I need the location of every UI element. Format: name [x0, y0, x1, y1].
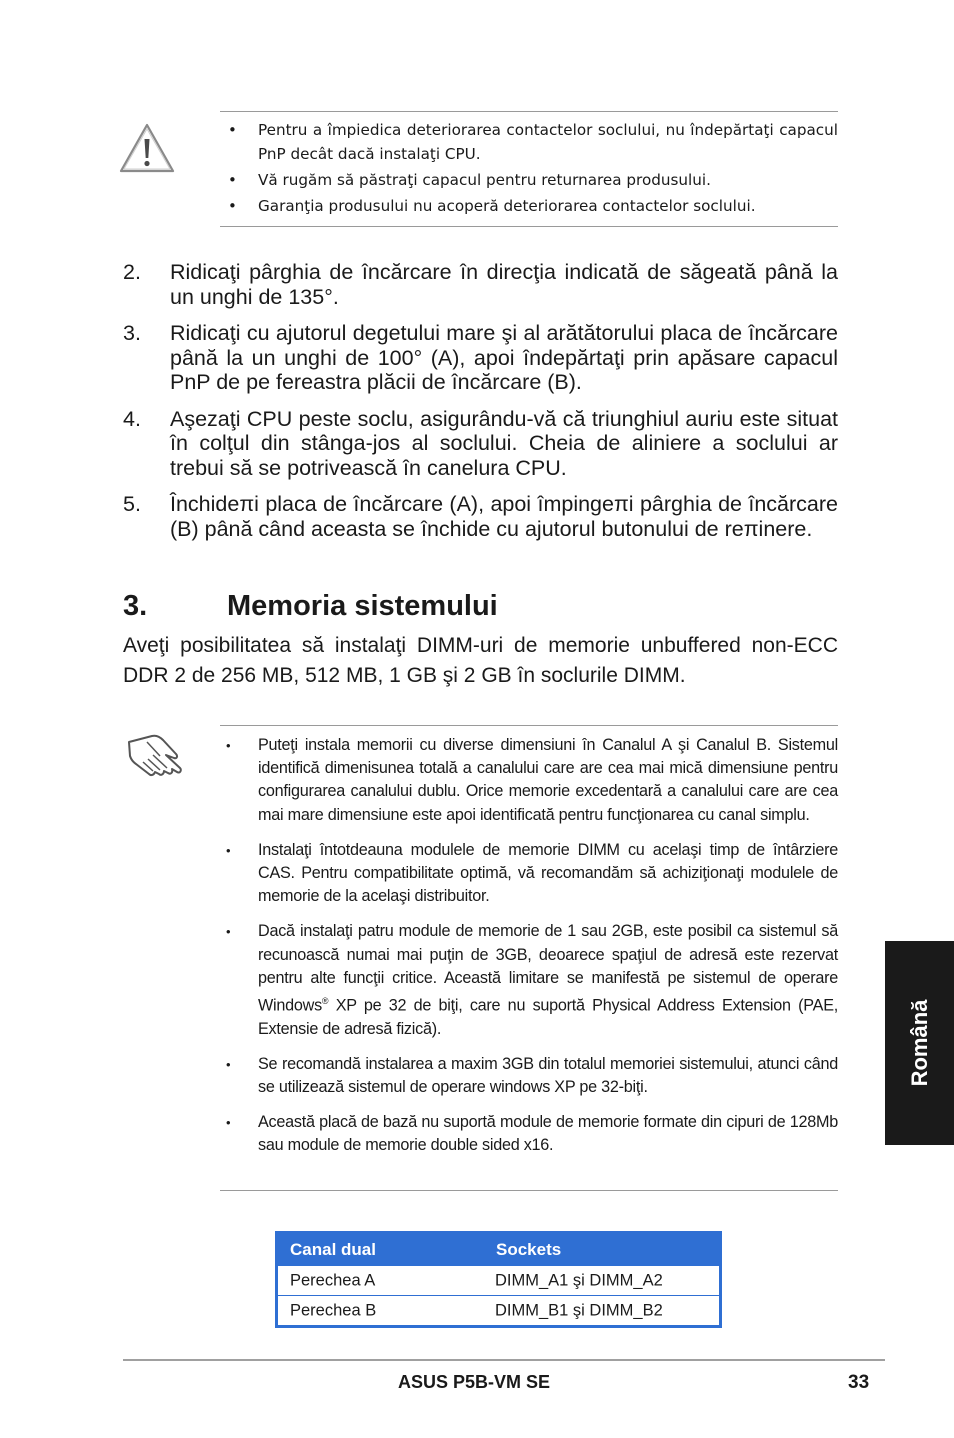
table-cell: DIMM_B1 şi DIMM_B2 [495, 1301, 663, 1319]
note-bottom-rule [220, 1190, 838, 1191]
table-header-cell: Canal dual [290, 1240, 376, 1259]
note-item: • Instalaţi întotdeauna modulele de memorie DIMM cu acelaşi timp de întârziere CAS. Pentru compatibilitate optimă, vă recomandăm să achiziţionaţi modulele de memorie de la acelaşi distribuitor. [220, 839, 838, 909]
caution-bottom-rule [220, 226, 838, 227]
section-number: 3. [123, 590, 148, 622]
caution-item: • Pentru a împiedica deteriorarea contactelor soclului, nu îndepărtaţi capacul PnP decât dacă instalaţi CPU. [220, 118, 838, 166]
footer-model: ASUS P5B-VM SE [398, 1372, 551, 1392]
caution-item: • Garanţia produsului nu acoperă deteriorarea contactelor soclului. [220, 194, 838, 218]
warning-triangle-icon [118, 122, 176, 174]
table-header-cell: Sockets [496, 1240, 562, 1259]
note-top-rule [220, 725, 838, 726]
caution-item: • Vă rugăm să păstraţi capacul pentru returnarea produsului. [220, 168, 838, 192]
note-item: • Dacă instalaţi patru module de memorie de 1 sau 2GB, este posibil ca sistemul să recunoască numai mai puţin de 3GB, deoarece spaţiul de adresă este rezervat pentru alte funcţii critice. Această limitare se manifestă pe sistemul de operare Windows® XP pe 32 de biţi, care nu suportă Physical Address Extension (PAE, Extensie de adresă fizică). [220, 920, 838, 1040]
table-row [278, 1295, 719, 1325]
caution-top-rule [220, 111, 838, 112]
installation-steps [123, 260, 838, 553]
dual-channel-table [275, 1231, 722, 1328]
step-item: 2. Ridicaţi pârghia de încărcare în direcţia indicată de săgeată până la un unghi de 135°. [123, 260, 838, 309]
step-item: 3. Ridicaţi cu ajutorul degetului mare şi al arătătorului placa de încărcare până la un unghi de 100° (A), apoi îndepărtaţi prin apăsare capacul PnP de pe fereastra plăcii de încărcare (B). [123, 321, 838, 394]
step-item: 5. Închideπi placa de încărcare (A), apoi împingeπi pârghia de încărcare (B) până când aceasta se închide cu ajutorul butonului de reπinere. [123, 492, 838, 541]
note-item: • Puteţi instala memorii cu diverse dimensiuni în Canalul A şi Canalul B. Sistemul identifică dimenisunea totală a canalului care are cea mai mică dimensiune pentru configurarea canalului dublu. Orice memorie excedentară a canalului care are cea mai mare dimensiune este apoi identificată pentru funcţionarea cu canal simplu. [220, 734, 838, 827]
footer-rule [123, 1359, 885, 1361]
pointing-hand-icon [126, 730, 188, 780]
step-item: 4. Aşezaţi CPU peste soclu, asigurându-vă că triunghiul auriu este situat în colţul din stânga-jos al soclului. Cheia de aliniere a soclului ar trebui să se potrivească în canelura CPU. [123, 406, 838, 480]
section-intro: Aveţi posibilitatea să instalaţi DIMM-uri de memorie unbuffered non-ECC DDR 2 de 256 MB, 512 MB, 1 GB şi 2 GB în soclurile DIMM. [123, 634, 838, 687]
table-cell: Perechea B [290, 1301, 377, 1319]
note-item: • Se recomandă instalarea a maxim 3GB din totalul memoriei sistemului, atunci când se utilizează sistemul de operare windows XP pe 32-biţi. [220, 1053, 838, 1099]
note-item: • Această placă de bază nu suportă module de memorie formate din cipuri de 128Mb sau module de memorie double sided x16. [220, 1111, 838, 1157]
table-row [278, 1266, 719, 1295]
page-number: 33 [848, 1372, 870, 1393]
caution-list [220, 118, 838, 220]
table-cell: Perechea A [290, 1271, 376, 1289]
table-header [278, 1234, 719, 1266]
note-list [220, 734, 838, 1170]
table-cell: DIMM_A1 şi DIMM_A2 [495, 1271, 663, 1289]
language-side-tab [885, 941, 954, 1145]
section-title: Memoria sistemului [227, 590, 498, 622]
language-label: Română [906, 999, 932, 1087]
